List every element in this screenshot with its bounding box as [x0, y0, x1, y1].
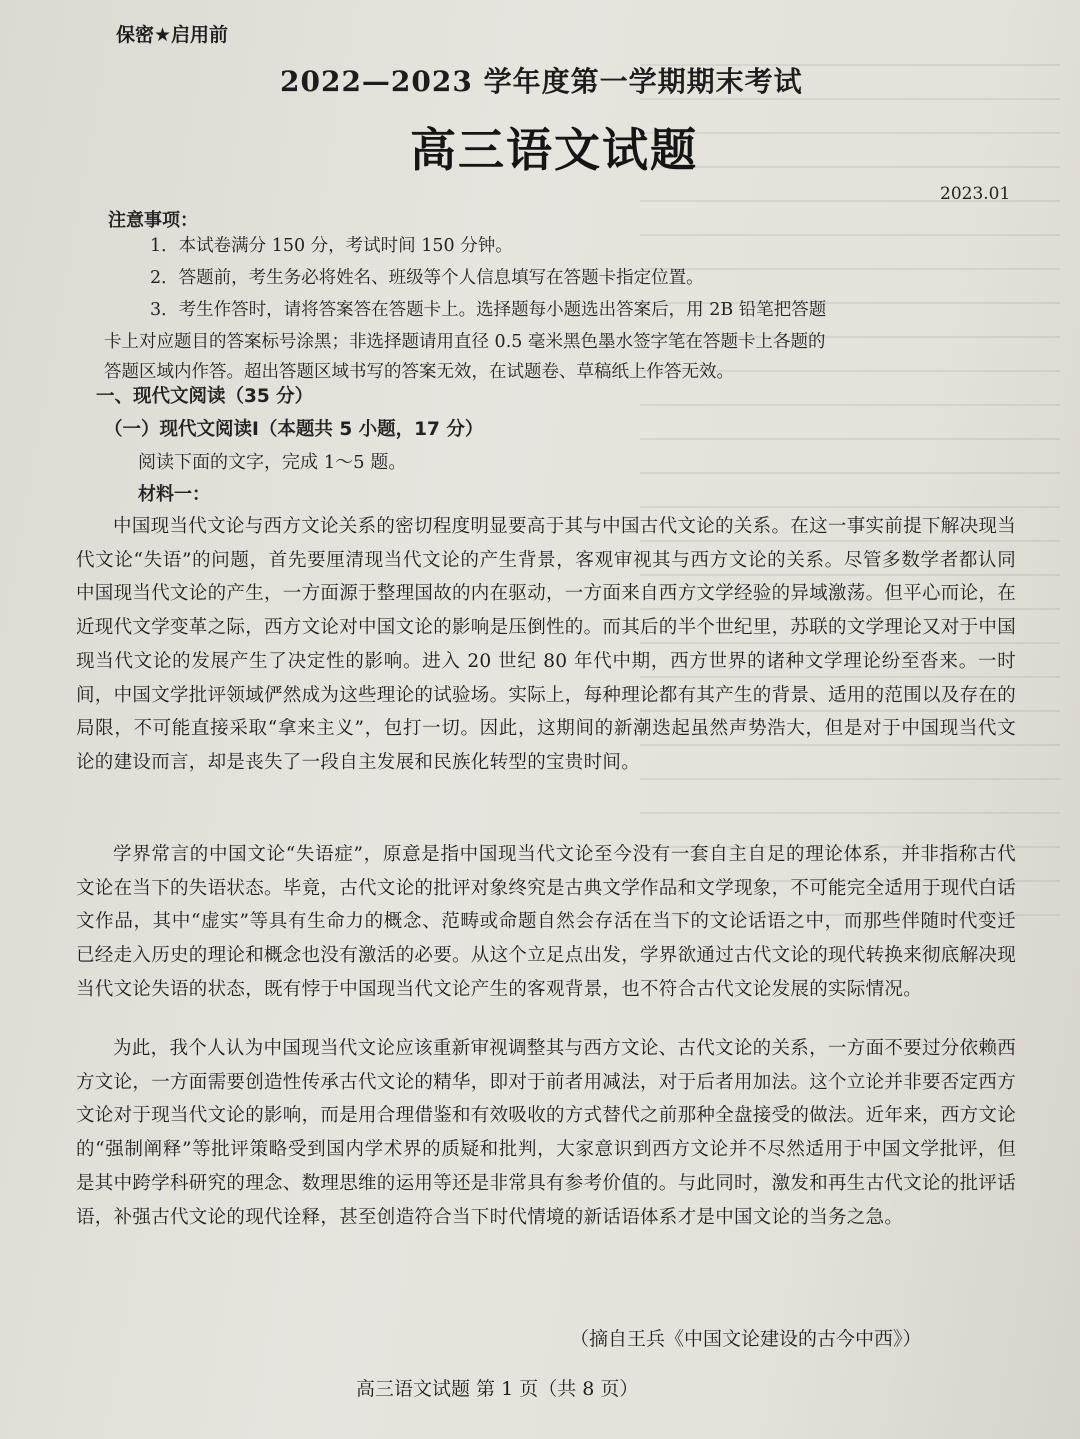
notes-heading: 注意事项：	[108, 210, 198, 231]
material-label: 材料一：	[138, 484, 210, 505]
body-paragraph: 中国现当代文论与西方文论关系的密切程度明显要高于其与中国古代文论的关系。在这一事实前提下解决现当代文论“失语”的问题，首先要厘清现当代文论的产生背景，客观审视其与西方文论的关系。尽管多数学者都认同中国现当代文论的产生，一方面源于整理国故的内在驱动，一方面来自西方文学经验的异域激荡。但平心而论，在近现代文学变革之际，西方文论对中国文论的影响是压倒性的。而其后的半个世纪里，苏联的文学理论又对于中国现当代文论的发展产生了决定性的影响。进入 20 世纪 80 年代中期，西方世界的诸种文学理论纷至沓来。一时间，中国文学批评领域俨然成为这些理论的试验场。实际上，每种理论都有其产生的背景、适用的范围以及存在的局限，不可能直接采取“拿来主义”，包打一切。因此，这期间的新潮迭起虽然声势浩大，但是对于中国现当代文论的建设而言，却是丧失了一段自主发展和民族化转型的宝贵时间。	[76, 516, 1017, 773]
body-paragraph: 为此，我个人认为中国现当代文论应该重新审视调整其与西方文论、古代文论的关系，一方面不要过分依赖西方文论，一方面需要创造性传承古代文论的精华，即对于前者用减法，对于后者用加法。这个立论并非要否定西方文论对于现当代文论的影响，而是用合理借鉴和有效吸收的方式替代之前那种全盘接受的做法。近年来，西方文论的“强制阐释”等批评策略受到国内学术界的质疑和批判，大家意识到西方文论并不尽然适用于中国文学批评，但是其中跨学科研究的理念、数理思维的运用等还是非常具有参考价值的。与此同时，激发和再生古代文论的批评话语，补强古代文论的现代诠释，甚至创造符合当下时代情境的新话语体系才是中国文论的当务之急。	[76, 1038, 1017, 1228]
note-item: 3．考生作答时，请将答案答在答题卡上。选择题每小题选出答案后，用 2B 铅笔把答题	[150, 300, 827, 320]
exam-title: 2022—2023 学年度第一学期期末考试	[280, 65, 803, 98]
page-title: 高三语文试题	[410, 123, 698, 177]
page-footer: 高三语文试题 第 1 页（共 8 页）	[356, 1378, 639, 1400]
reading-instruction: 阅读下面的文字，完成 1～5 题。	[138, 452, 407, 473]
note-item: 1．本试卷满分 150 分，考试时间 150 分钟。	[150, 236, 513, 256]
note-item: 卡上对应题目的答案标号涂黑；非选择题请用直径 0.5 毫米黑色墨水签字笔在答题卡上各题的	[104, 332, 826, 352]
note-item: 答题区域内作答。超出答题区域书写的答案无效，在试题卷、草稿纸上作答无效。	[104, 362, 734, 382]
bleed-through-text	[640, 40, 1060, 940]
section-heading: 一、现代文阅读（35 分）	[96, 386, 314, 407]
secret-label: 保密★启用前	[116, 24, 229, 46]
exam-date: 2023.01	[940, 184, 1011, 204]
note-item: 2．答题前，考生务必将姓名、班级等个人信息填写在答题卡指定位置。	[150, 268, 704, 288]
source-citation: （摘自王兵《中国文论建设的古今中西》）	[570, 1328, 922, 1350]
subsection-heading: （一）现代文阅读I（本题共 5 小题，17 分）	[104, 419, 484, 440]
body-paragraph: 学界常言的中国文论“失语症”，原意是指中国现当代文论至今没有一套自主自足的理论体系，并非指称古代文论在当下的失语状态。毕竟，古代文论的批评对象终究是古典文学作品和文学现象，不可能完全适用于现代白话文作品，其中“虚实”等具有生命力的概念、范畴或命题自然会存活在当下的文论话语之中，而那些伴随时代变迁已经走入历史的理论和概念也没有激活的必要。从这个立足点出发，学界欲通过古代文论的现代转换来彻底解决现当代文论失语的状态，既有悖于中国现当代文论产生的客观背景，也不符合古代文论发展的实际情况。	[76, 844, 1017, 1000]
